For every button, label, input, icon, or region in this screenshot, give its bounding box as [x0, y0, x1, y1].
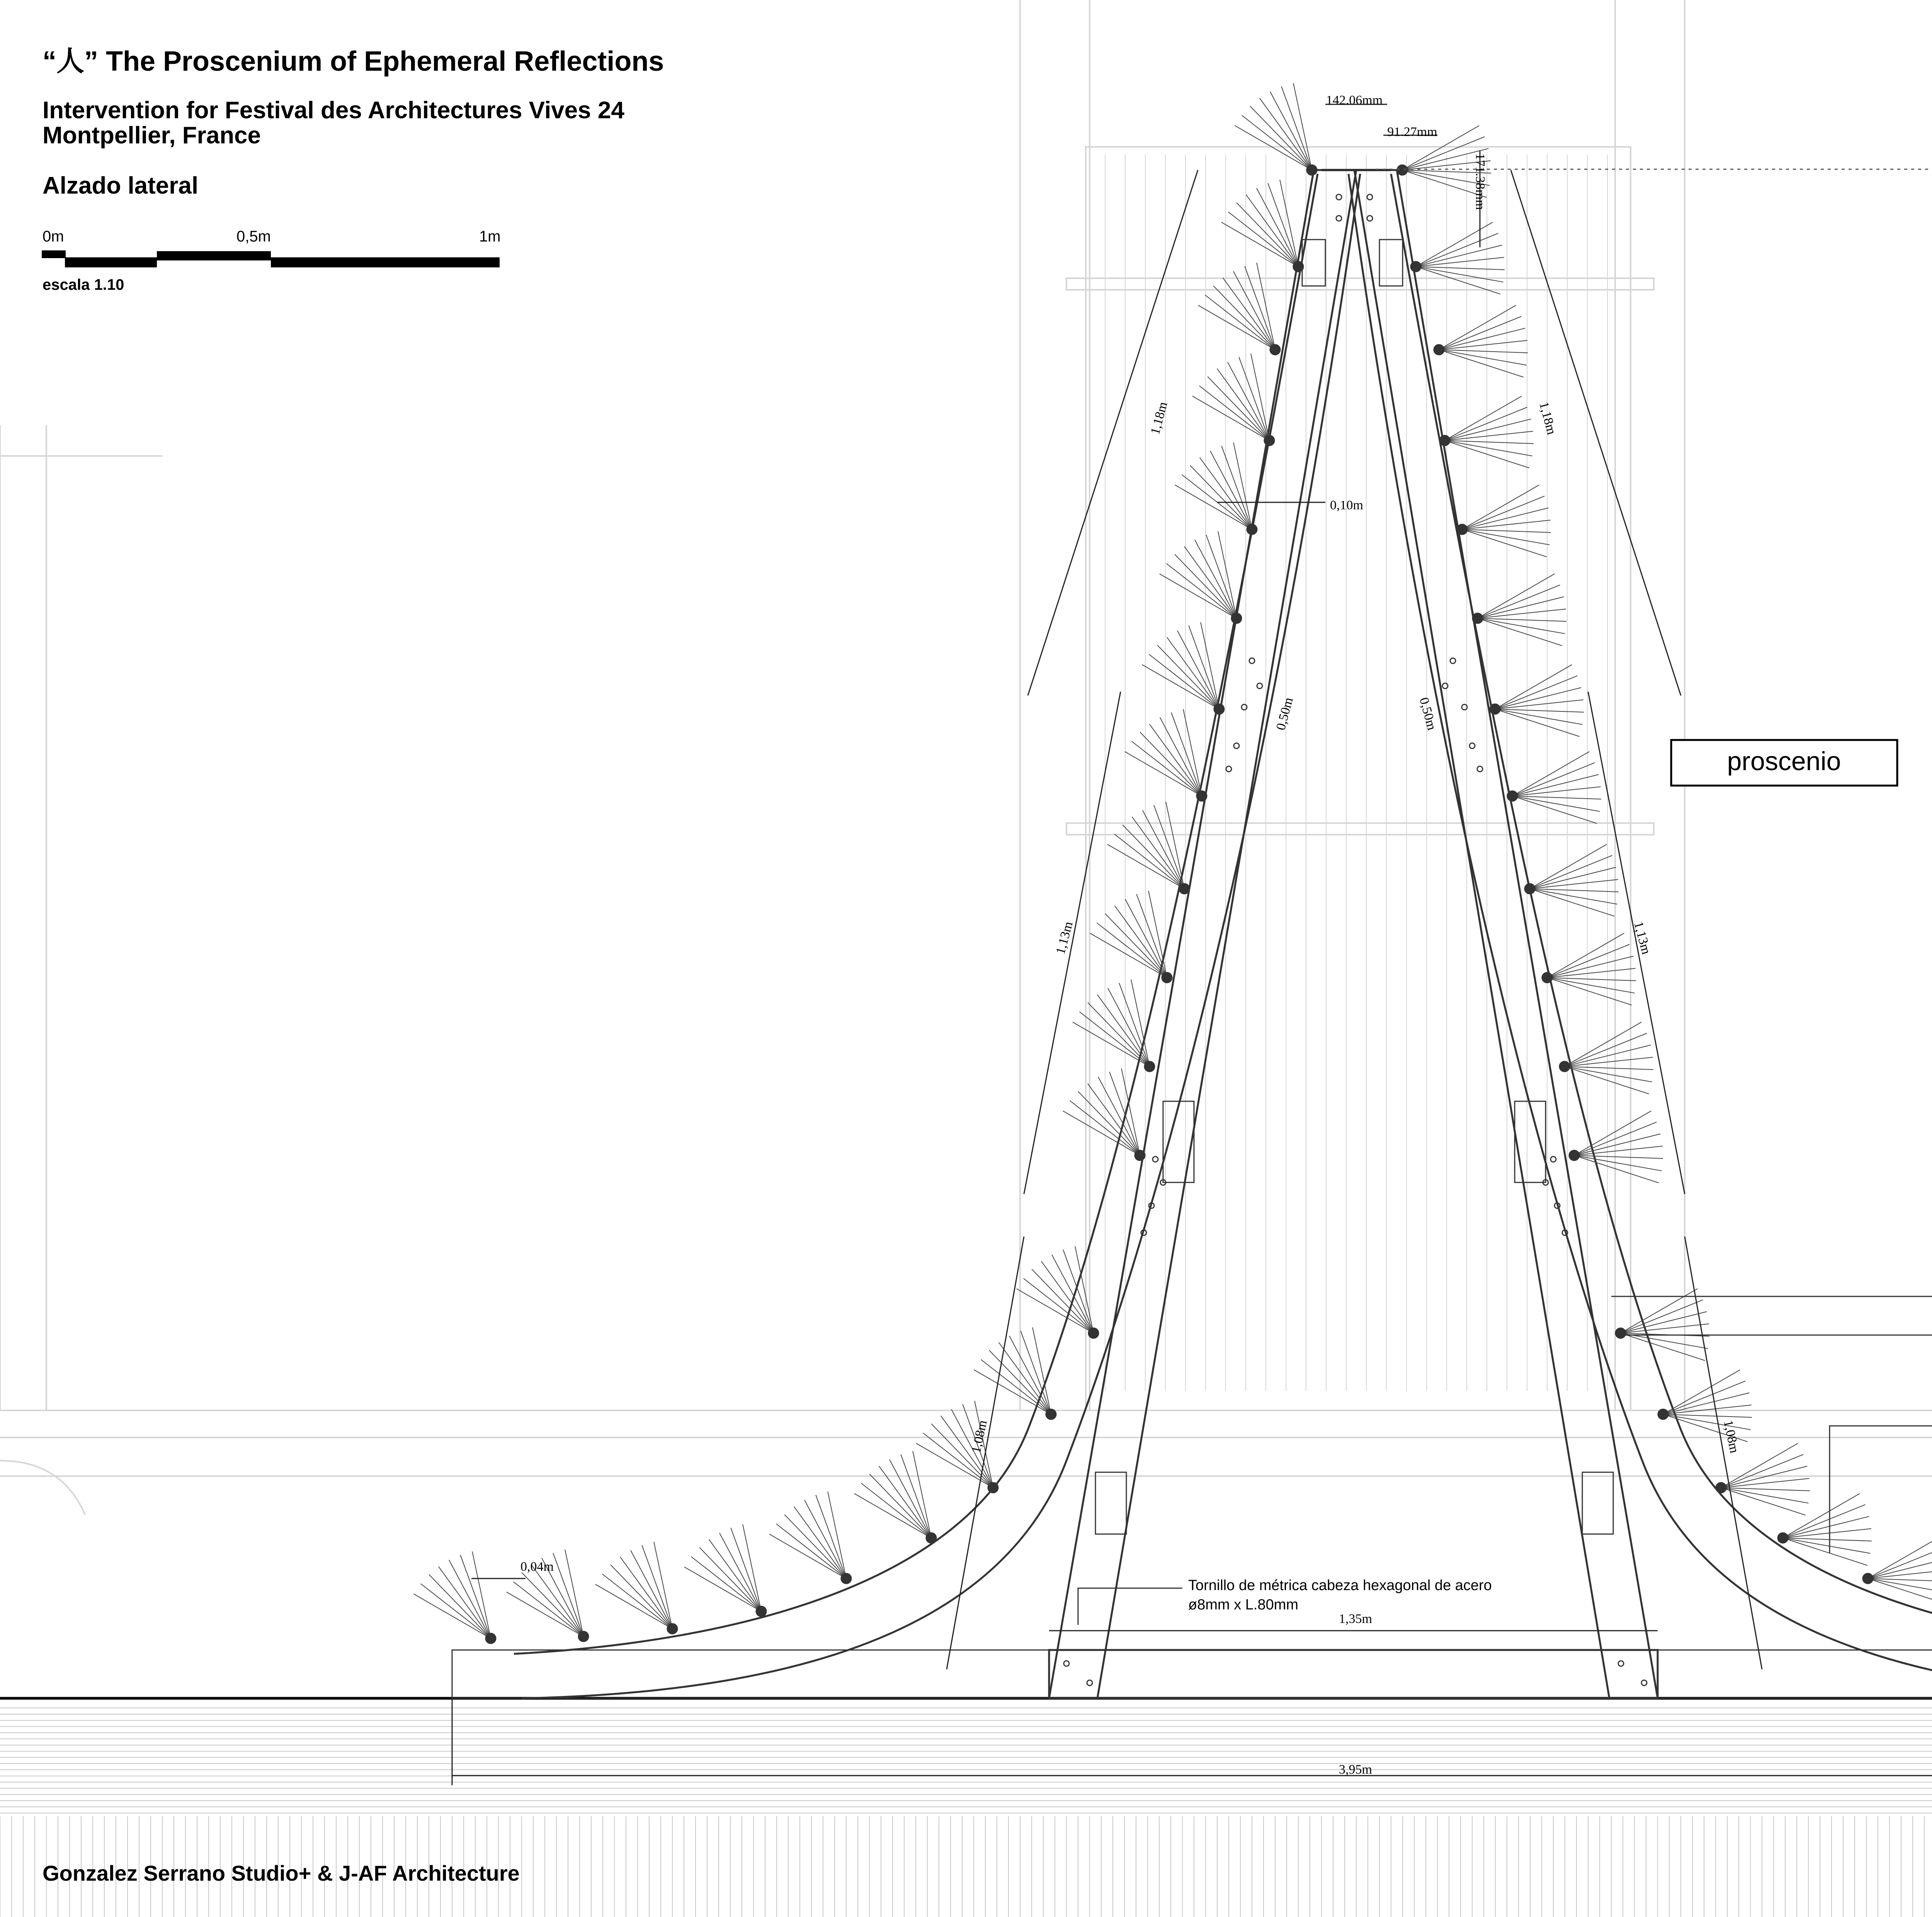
- top-level-marker: [1376, 156, 1932, 170]
- dim-low-left: 1,08m: [969, 1419, 990, 1454]
- dim-mid-right: 1,13m: [1631, 920, 1654, 956]
- dim-gap: 0,10m: [1330, 498, 1363, 512]
- annotation-leaders: [1078, 1296, 1932, 1625]
- proscenio-label: proscenio: [1727, 747, 1841, 776]
- structure: [414, 83, 1932, 1698]
- dimension-lines: [452, 104, 1932, 1785]
- annotation-bolt-1: Tornillo de métrica cabeza hexagonal de acero: [1188, 1577, 1492, 1594]
- dim-base-inner: 1,35m: [1339, 1612, 1372, 1626]
- scale-tick-end: 1m: [479, 228, 501, 245]
- scale-tick-mid: 0,5m: [236, 228, 271, 245]
- drawing-subtitle-line1: Intervention for Festival des Architectures Vives 24: [43, 97, 624, 124]
- dim-top-width: 142.06mm: [1326, 93, 1383, 107]
- dim-plate-left: 0,50m: [1273, 696, 1296, 732]
- dim-plate-right: 0,50m: [1417, 696, 1439, 732]
- dim-mid-left: 1,13m: [1053, 920, 1076, 956]
- drawing-subtitle-line2: Montpellier, France: [43, 122, 261, 149]
- drawing-title: “人” The Proscenium of Ephemeral Reflections: [43, 46, 664, 77]
- scale-label: escala 1.10: [43, 276, 124, 293]
- annotation-bolt-2: ø8mm x L.80mm: [1188, 1597, 1299, 1613]
- dim-base-total: 3,95m: [1339, 1762, 1372, 1777]
- dim-upper-right: 1,18m: [1536, 400, 1559, 436]
- view-name: Alzado lateral: [43, 172, 199, 199]
- authors-footer: Gonzalez Serrano Studio+ & J-AF Architecture: [43, 1861, 520, 1885]
- dim-low-right: 1,08m: [1721, 1419, 1742, 1454]
- dim-top-height: 171.38mm: [1473, 153, 1487, 210]
- scale-bar: [43, 251, 500, 267]
- dim-small-left: 0,04m: [520, 1560, 554, 1574]
- dim-top-inner: 91.27mm: [1387, 125, 1437, 139]
- scale-tick-0: 0m: [43, 228, 64, 245]
- dim-upper-left: 1,18m: [1148, 400, 1170, 436]
